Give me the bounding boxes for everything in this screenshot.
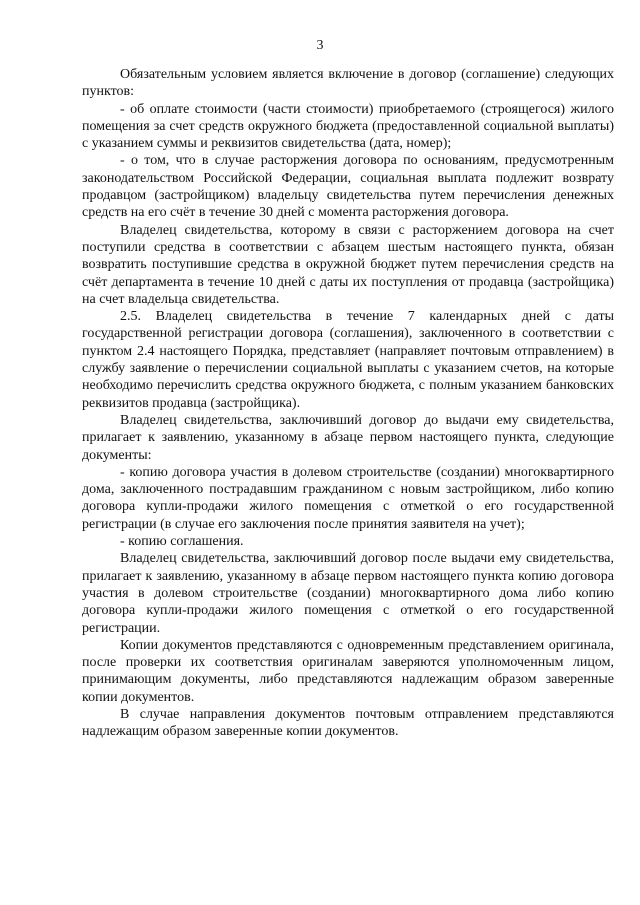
paragraph-postal-delivery: В случае направления документов почтовым отправлением представляются надлежащим образом заверенные копии документов. [82, 706, 614, 740]
paragraph-refund: Владелец свидетельства, которому в связи с расторжением договора на счет поступили средства в соответствии с абзацем шестым настоящего пункта, обязан возвратить поступившие средства в окружной бюджет путем перечисления средств на счёт департамента в течение 10 дней с даты их поступления от продавца (застройщика) на счет владельца свидетельства. [82, 222, 614, 307]
paragraph-after-issuance: Владелец свидетельства, заключивший договор после выдачи ему свидетельства, прилагает к заявлению, указанному в абзаце первом настоящего пункта копию договора участия в долевом строительстве (создании) многоквартирного дома либо копию договора купли-продажи жилого помещения с отметкой о его государственной регистрации. [82, 551, 614, 636]
paragraph-2-5: 2.5. Владелец свидетельства в течение 7 календарных дней с даты государственной регистрации договора (соглашения), заключенного в соответствии с пунктом 2.4 настоящего Порядка, представляет (направляет почтовым отправлением) в службу заявление о перечислении социальной выплаты с указанием счетов, на которые необходимо перечислить средства окружного бюджета, с полным указанием банковских реквизитов продавца (застройщика). [82, 309, 614, 411]
list-item-termination: - о том, что в случае расторжения договора по основаниям, предусмотренным законодательством Российской Федерации, социальная выплата подлежит возврату продавцом (застройщиком) владельцу свидетельства путем перечисления денежных средств на его счёт в течение 30 дней с момента расторжения договора. [82, 153, 614, 221]
paragraph-mandatory-condition: Обязательным условием является включение в договор (соглашение) следующих пунктов: [82, 67, 614, 100]
page-number: 3 [316, 38, 324, 53]
list-item-agreement-copy: - копию соглашения. [120, 534, 244, 550]
list-item-payment: - об оплате стоимости (части стоимости) приобретаемого (строящегося) жилого помещения за счет средств окружного бюджета (предоставленной социальной выплаты) с указанием суммы и реквизитов свидетельства (дата, номер); [82, 101, 614, 152]
document-body [82, 66, 614, 741]
paragraph-document-copies: Копии документов представляются с одновременным представлением оригинала, после проверки их соответствия оригиналам заверяются уполномоченным лицом, принимающим документы, либо представляются надлежащим образом заверенные копии документов. [82, 637, 614, 705]
paragraph-before-issuance: Владелец свидетельства, заключивший договор до выдачи ему свидетельства, прилагает к заявлению, указанному в абзаце первом настоящего пункта, следующие документы: [82, 412, 614, 463]
list-item-contract-copy: - копию договора участия в долевом строительстве (создании) многоквартирного дома, заключенного пострадавшим гражданином с новым застройщиком, либо копию договора купли-продажи жилого помещения с отметкой о его государственной регистрации (в случае его заключения после принятия заявителя на учет); [82, 464, 614, 532]
